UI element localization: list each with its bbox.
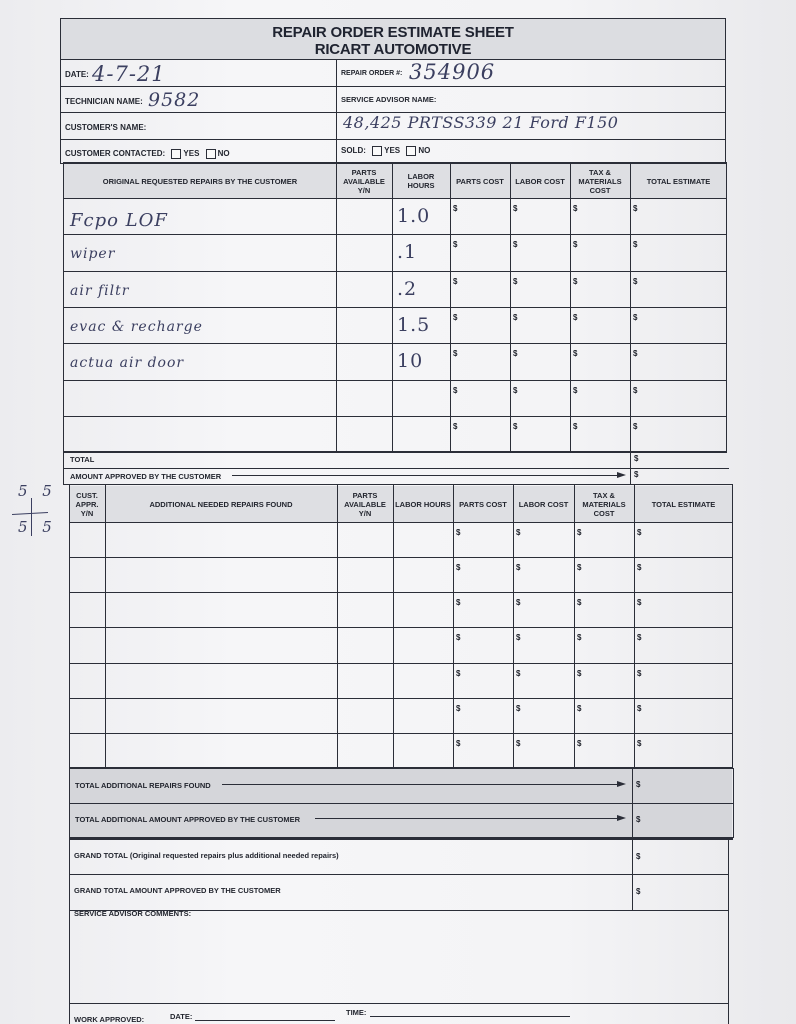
cost-dollar[interactable]: $: [456, 563, 461, 573]
repair-description[interactable]: wiper: [70, 246, 116, 263]
sold-yes-checkbox[interactable]: [372, 146, 382, 156]
cost-dollar[interactable]: $: [577, 738, 582, 748]
cost-dollar[interactable]: $: [573, 312, 578, 322]
contacted-no-label: NO: [217, 149, 230, 159]
cost-dollar[interactable]: $: [573, 204, 578, 213]
labor-hours-value[interactable]: .1: [397, 241, 418, 264]
cost-dollar[interactable]: $: [577, 668, 582, 678]
cost-dollar[interactable]: $: [453, 240, 458, 250]
table-row: [69, 522, 733, 557]
cost-dollar[interactable]: $: [577, 633, 582, 643]
table-row: [69, 663, 733, 698]
cost-dollar[interactable]: $: [513, 276, 518, 286]
approved-label: AMOUNT APPROVED BY THE CUSTOMER: [70, 472, 222, 481]
table-row: [63, 234, 727, 270]
cost-dollar[interactable]: $: [633, 276, 638, 286]
cost-dollar[interactable]: $: [573, 240, 578, 250]
header-labor-cost: LABOR COST: [515, 176, 565, 186]
sold-yes-label: YES: [384, 146, 401, 156]
total-additional-approved-label: TOTAL ADDITIONAL AMOUNT APPROVED BY THE CUSTOMER: [75, 815, 301, 824]
cost-dollar[interactable]: $: [633, 349, 638, 359]
header-tax-materials: TAX & MATERIALS COST: [578, 167, 622, 195]
header2-tax-materials: TAX & MATERIALS COST: [582, 490, 626, 518]
cost-dollar[interactable]: $: [633, 421, 638, 431]
total-additional-label: TOTAL ADDITIONAL REPAIRS FOUND: [75, 781, 211, 790]
sold-label: SOLD:: [341, 146, 366, 156]
cost-dollar[interactable]: $: [513, 312, 518, 322]
cost-dollar[interactable]: $: [453, 385, 458, 395]
approved-arrow-icon: [617, 472, 626, 478]
repair-description[interactable]: evac & recharge: [70, 318, 203, 335]
total-dollar[interactable]: $: [634, 454, 639, 463]
header2-total-estimate: TOTAL ESTIMATE: [651, 499, 716, 509]
repair-description[interactable]: air filtr: [70, 282, 130, 299]
cost-dollar[interactable]: $: [453, 312, 458, 322]
contacted-no-checkbox[interactable]: [206, 149, 216, 159]
table-row: [69, 627, 733, 662]
table-row: [69, 557, 733, 592]
labor-hours-value[interactable]: .2: [397, 277, 418, 300]
cost-dollar[interactable]: $: [453, 204, 458, 213]
date-value[interactable]: 4-7-21: [92, 62, 166, 86]
cost-dollar[interactable]: $: [456, 598, 461, 608]
cost-dollar[interactable]: $: [513, 204, 518, 213]
table-row: [63, 271, 727, 307]
margin-note-bottom: 5 5: [18, 518, 57, 536]
customer-name-label: CUSTOMER'S NAME:: [65, 123, 147, 132]
cost-dollar[interactable]: $: [453, 276, 458, 286]
repair-description[interactable]: actua air door: [70, 355, 185, 372]
cost-dollar[interactable]: $: [516, 598, 521, 608]
header2-parts-cost: PARTS COST: [459, 499, 507, 509]
cost-dollar[interactable]: $: [577, 703, 582, 713]
form-title: REPAIR ORDER ESTIMATE SHEET: [272, 24, 514, 41]
cost-dollar[interactable]: $: [573, 349, 578, 359]
cost-dollar[interactable]: $: [637, 598, 642, 608]
cost-dollar[interactable]: $: [456, 668, 461, 678]
cost-dollar[interactable]: $: [516, 633, 521, 643]
cost-dollar[interactable]: $: [456, 633, 461, 643]
cost-dollar[interactable]: $: [516, 668, 521, 678]
sold-field: [341, 146, 430, 156]
customer-contacted-label: CUSTOMER CONTACTED:: [65, 149, 166, 159]
sold-no-checkbox[interactable]: [406, 146, 416, 156]
grand-total-dollar[interactable]: $: [636, 852, 641, 861]
cost-dollar[interactable]: $: [573, 421, 578, 431]
company-name: RICART AUTOMOTIVE: [314, 41, 472, 58]
cost-dollar[interactable]: $: [637, 633, 642, 643]
grand-total-approved-dollar[interactable]: $: [636, 887, 641, 896]
header-additional-repairs: ADDITIONAL NEEDED REPAIRS FOUND: [149, 499, 293, 509]
table-row: [63, 380, 727, 416]
cost-dollar[interactable]: $: [637, 703, 642, 713]
table-row: [69, 592, 733, 627]
repair-description[interactable]: Fcpo LOF: [70, 210, 168, 231]
total-additional-dollar[interactable]: $: [636, 780, 641, 789]
technician-value[interactable]: 9582: [148, 89, 201, 111]
table-row: [63, 416, 727, 452]
table-row: [69, 698, 733, 733]
cost-dollar[interactable]: $: [516, 528, 521, 537]
customer-contacted: [65, 149, 230, 159]
cost-dollar[interactable]: $: [516, 563, 521, 573]
comments-label: SERVICE ADVISOR COMMENTS:: [74, 909, 192, 918]
header2-parts-available: PARTS AVAILABLE Y/N: [344, 490, 386, 518]
header2-labor-cost: LABOR COST: [518, 499, 569, 509]
grand-total-approved-label: GRAND TOTAL AMOUNT APPROVED BY THE CUSTOMER: [74, 886, 281, 895]
cost-dollar[interactable]: $: [516, 703, 521, 713]
header2-labor-hours: LABOR HOURS: [395, 499, 451, 509]
cost-dollar[interactable]: $: [577, 563, 582, 573]
header-parts-available: PARTS AVAILABLE Y/N: [343, 167, 385, 195]
service-advisor-label: SERVICE ADVISOR NAME:: [341, 95, 437, 104]
contacted-yes-checkbox[interactable]: [171, 149, 181, 159]
total-additional-arrow-icon: [617, 781, 626, 787]
grand-total-label: GRAND TOTAL (Original requested repairs plus additional needed repairs): [74, 851, 339, 860]
table-row: [69, 733, 733, 768]
repair-order-value[interactable]: 354906: [409, 60, 496, 84]
total-additional-approved-dollar[interactable]: $: [636, 815, 641, 824]
cost-dollar[interactable]: $: [633, 204, 638, 213]
labor-hours-value[interactable]: 1.0: [397, 205, 431, 227]
labor-hours-value[interactable]: 1.5: [397, 313, 431, 336]
margin-note-divider: [12, 512, 48, 515]
cost-dollar[interactable]: $: [633, 385, 638, 395]
cost-dollar[interactable]: $: [516, 738, 521, 748]
cost-dollar[interactable]: $: [633, 240, 638, 250]
cost-dollar[interactable]: $: [573, 276, 578, 286]
cost-dollar[interactable]: $: [513, 349, 518, 359]
cost-dollar[interactable]: $: [453, 349, 458, 359]
technician-label: TECHNICIAN NAME:: [65, 97, 143, 106]
work-time-label: TIME:: [346, 1008, 367, 1017]
cost-dollar[interactable]: $: [513, 385, 518, 395]
comments-area[interactable]: [72, 920, 726, 1000]
repair-order-label: REPAIR ORDER #:: [341, 70, 403, 77]
header-parts-cost: PARTS COST: [456, 176, 504, 186]
sold-no-label: NO: [418, 146, 431, 156]
cost-dollar[interactable]: $: [577, 528, 582, 537]
total-label: TOTAL: [70, 455, 95, 464]
cost-dollar[interactable]: $: [456, 528, 461, 537]
cost-dollar[interactable]: $: [637, 528, 642, 537]
cost-dollar[interactable]: $: [577, 598, 582, 608]
cost-dollar[interactable]: $: [453, 421, 458, 431]
cost-dollar[interactable]: $: [573, 385, 578, 395]
cost-dollar[interactable]: $: [456, 738, 461, 748]
vehicle-note[interactable]: 48,425 PRTSS339 21 Ford F150: [343, 113, 619, 132]
date-label: DATE:: [65, 70, 89, 79]
header-original-repairs: ORIGINAL REQUESTED REPAIRS BY THE CUSTOMER: [102, 176, 298, 186]
header-labor-hours: LABOR HOURS: [407, 172, 435, 190]
cost-dollar[interactable]: $: [513, 240, 518, 250]
title-block: [60, 18, 726, 60]
cost-dollar[interactable]: $: [513, 421, 518, 431]
header-cust-appr: CUST. APPR. Y/N: [75, 490, 99, 518]
cost-dollar[interactable]: $: [633, 312, 638, 322]
cost-dollar[interactable]: $: [456, 703, 461, 713]
margin-note-top: 5 5: [18, 482, 57, 500]
approved-dollar[interactable]: $: [634, 470, 639, 479]
labor-hours-value[interactable]: 10: [397, 350, 424, 373]
cost-dollar[interactable]: $: [637, 563, 642, 573]
cost-dollar[interactable]: $: [637, 738, 642, 748]
total-additional-approved-arrow-icon: [617, 815, 626, 821]
work-approved-label: WORK APPROVED:: [74, 1015, 145, 1024]
work-date-label: DATE:: [170, 1012, 193, 1021]
contacted-yes-label: YES: [183, 149, 200, 159]
cost-dollar[interactable]: $: [637, 668, 642, 678]
header-total-estimate: TOTAL ESTIMATE: [646, 176, 711, 186]
